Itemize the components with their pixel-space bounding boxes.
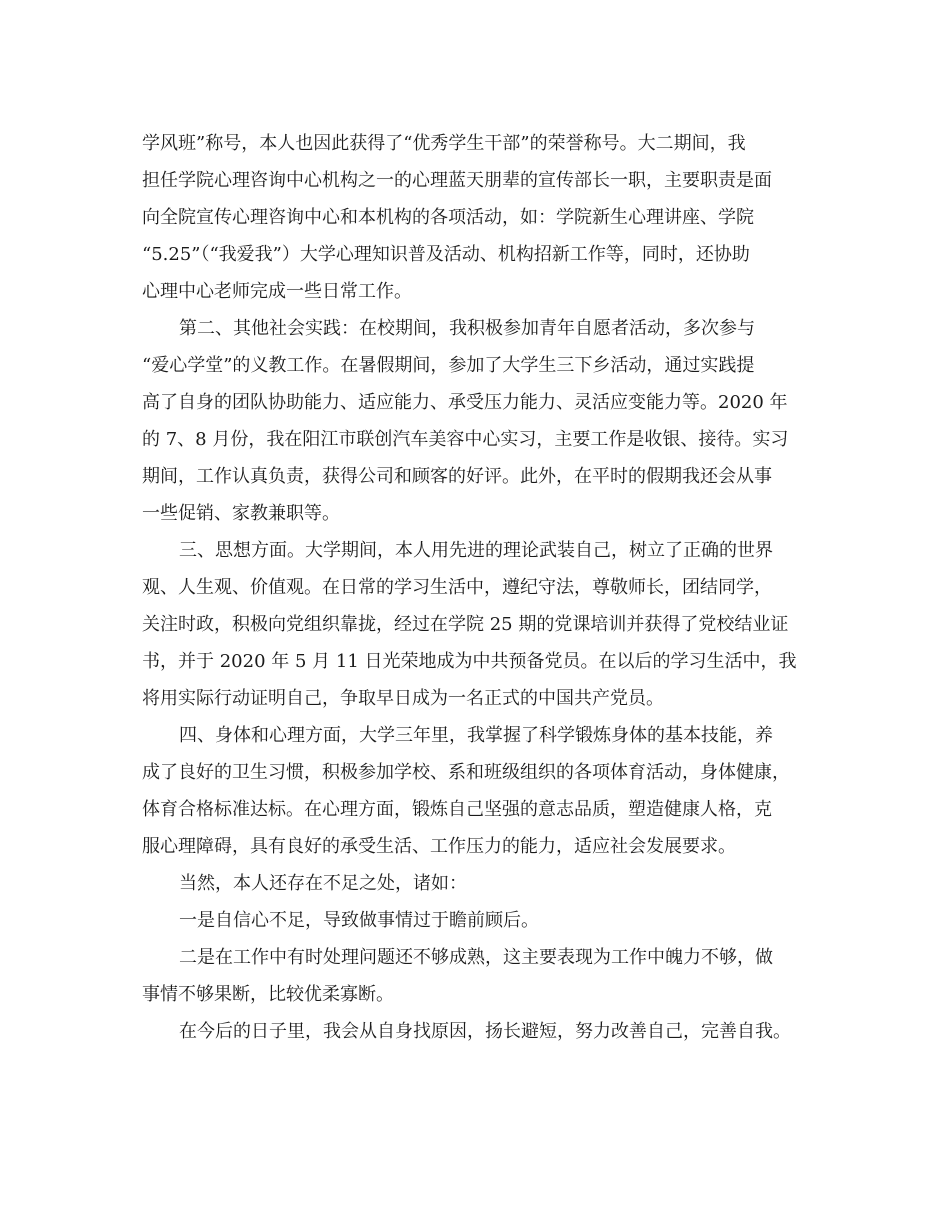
text-line: “爱心学堂”的义教工作。在暑假期间，参加了大学生三下乡活动，通过实践提 (142, 355, 755, 376)
text-line: 第二、其他社会实践：在校期间，我积极参加青年自愿者活动，多次参与 (179, 318, 755, 339)
text-line: 二是在工作中有时处理问题还不够成熟，这主要表现为工作中魄力不够，做 (179, 947, 773, 968)
text-line: 当然，本人还存在不足之处，诸如： (179, 873, 467, 894)
text-line: 一些促销、家教兼职等。 (142, 503, 340, 524)
text-line: 心理中心老师完成一些日常工作。 (142, 281, 412, 302)
text-line: 服心理障碍，具有良好的承受生活、工作压力的能力，适应社会发展要求。 (142, 836, 736, 857)
text-line: 担任学院心理咨询中心机构之一的心理蓝天朋辈的宣传部长一职，主要职责是面 (142, 170, 772, 191)
text-line: 学风班”称号，本人也因此获得了“优秀学生干部”的荣誉称号。大二期间，我 (142, 133, 746, 154)
text-line: 在今后的日子里，我会从自身找原因，扬长避短，努力改善自己，完善自我。 (179, 1021, 791, 1042)
text-line: 三、思想方面。大学期间，本人用先进的理论武装自己，树立了正确的世界 (179, 540, 773, 561)
text-line: 书，并于 2020 年 5 月 11 日光荣地成为中共预备党员。在以后的学习生活中，我 (142, 651, 797, 672)
text-line: 事情不够果断，比较优柔寡断。 (142, 984, 394, 1005)
text-line: 向全院宣传心理咨询中心和本机构的各项活动，如：学院新生心理讲座、学院 (142, 207, 754, 228)
text-line: 四、身体和心理方面，大学三年里，我掌握了科学锻炼身体的基本技能，养 (179, 725, 773, 746)
text-line: 体育合格标准达标。在心理方面，锻炼自己坚强的意志品质，塑造健康人格，克 (142, 799, 772, 820)
text-line: 的 7、8 月份，我在阳江市联创汽车美容中心实习，主要工作是收银、接待。实习 (142, 429, 789, 450)
text-line: 期间，工作认真负责，获得公司和顾客的好评。此外，在平时的假期我还会从事 (142, 466, 772, 487)
text-line: “5.25”（“我爱我”）大学心理知识普及活动、机构招新工作等，同时，还协助 (142, 244, 750, 265)
text-line: 高了自身的团队协助能力、适应能力、承受压力能力、灵活应变能力等。2020 年 (142, 392, 788, 413)
text-line: 成了良好的卫生习惯，积极参加学校、系和班级组织的各项体育活动，身体健康， (142, 762, 790, 783)
text-line: 关注时政，积极向党组织靠拢，经过在学院 25 期的党课培训并获得了党校结业证 (142, 614, 789, 635)
text-line: 观、人生观、价值观。在日常的学习生活中，遵纪守法，尊敬师长，团结同学， (142, 577, 772, 598)
text-line: 将用实际行动证明自己，争取早日成为一名正式的中国共产党员。 (142, 688, 664, 709)
text-line: 一是自信心不足，导致做事情过于瞻前顾后。 (179, 910, 539, 931)
